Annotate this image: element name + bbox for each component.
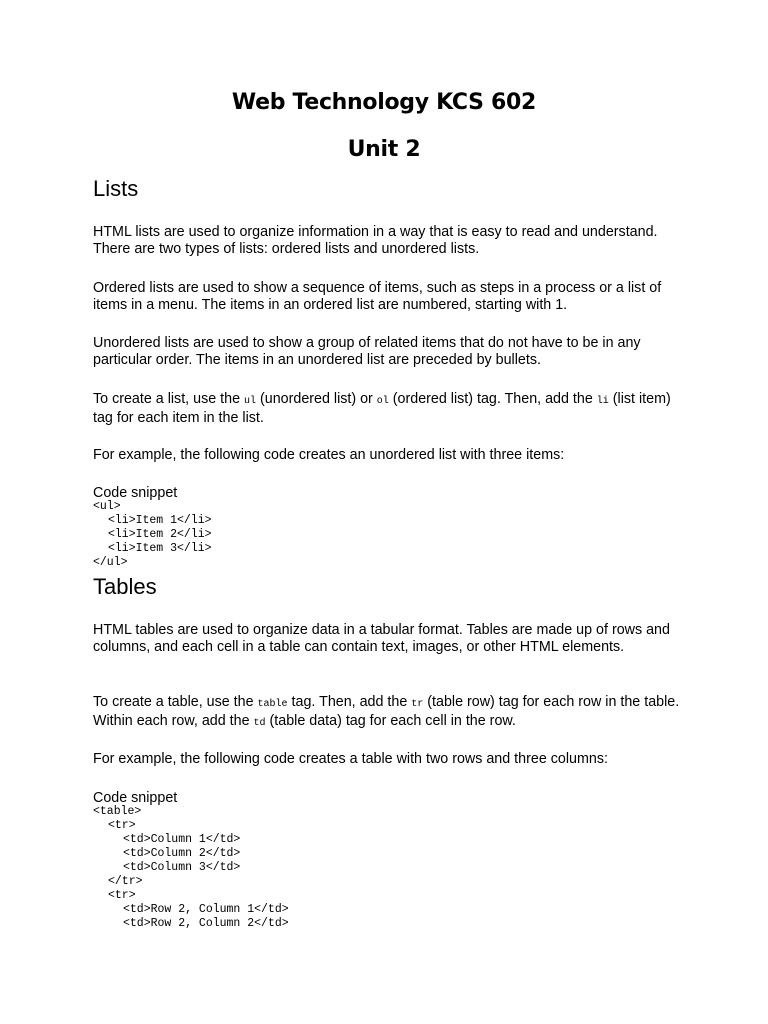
code-line: <tr>: [108, 819, 136, 832]
inline-code-td: td: [253, 718, 266, 729]
code-line: <td>Column 3</td>: [123, 861, 241, 874]
tables-code-block: [93, 805, 289, 931]
tables-paragraph-2: [93, 694, 683, 732]
lists-paragraph-1: HTML lists are used to organize information in a way that is easy to read and understand. There are two types of lists: ordered lists and unordered lists.: [93, 224, 658, 257]
inline-code-table: table: [257, 699, 288, 710]
text-fragment: (list item) tag for each item in the list.: [93, 391, 671, 426]
tables-paragraph-3: For example, the following code creates a table with two rows and three columns:: [93, 751, 608, 767]
code-line: <tr>: [108, 889, 136, 902]
lists-paragraph-3: Unordered lists are used to show a group of related items that do not have to be in any particular order. The items in an unordered list are preceded by bullets.: [93, 335, 641, 368]
text-fragment: To create a list, use the: [93, 391, 244, 407]
inline-code-tr: tr: [411, 699, 424, 710]
code-line: <td>Column 2</td>: [123, 847, 241, 860]
document-title: Web Technology KCS 602: [231, 90, 537, 115]
text-fragment: (table data) tag for each cell in the row.: [265, 713, 516, 729]
text-fragment: To create a table, use the: [93, 694, 258, 710]
tables-code-label: Code snippet: [93, 790, 178, 806]
code-line: <table>: [93, 805, 142, 818]
code-line: <li>Item 2</li>: [108, 528, 212, 541]
lists-code-block: [93, 500, 212, 570]
code-line: </tr>: [108, 875, 143, 888]
code-line: <ul>: [93, 500, 121, 513]
inline-code-ol: ol: [376, 396, 389, 407]
inline-code-li: li: [596, 396, 609, 407]
lists-paragraph-5: For example, the following code creates an unordered list with three items:: [93, 447, 565, 463]
lists-paragraph-4: [93, 391, 683, 427]
lists-paragraph-2: Ordered lists are used to show a sequence of items, such as steps in a process or a list of items in a menu. The items in an ordered list are numbered, starting with 1.: [93, 280, 662, 313]
code-line: <td>Column 1</td>: [123, 833, 241, 846]
text-fragment: (table row) tag for each row in the table. Within each row, add the: [93, 694, 680, 729]
code-line: <td>Row 2, Column 2</td>: [123, 917, 289, 930]
text-fragment: (ordered list) tag. Then, add the: [388, 391, 597, 407]
tables-heading: Tables: [93, 574, 157, 599]
code-line: <li>Item 3</li>: [108, 542, 212, 555]
code-line: <td>Row 2, Column 1</td>: [123, 903, 289, 916]
lists-code-label: Code snippet: [93, 485, 178, 501]
tables-paragraph-1: HTML tables are used to organize data in a tabular format. Tables are made up of rows and columns, and each cell in a table can contain text, images, or other HTML elements.: [93, 622, 670, 655]
inline-code-ul: ul: [244, 396, 257, 407]
document-subtitle: Unit 2: [347, 137, 421, 162]
code-line: </ul>: [93, 556, 128, 569]
text-fragment: tag. Then, add the: [287, 694, 412, 710]
lists-heading: Lists: [93, 176, 139, 201]
code-line: <li>Item 1</li>: [108, 514, 212, 527]
text-fragment: (unordered list) or: [256, 391, 377, 407]
